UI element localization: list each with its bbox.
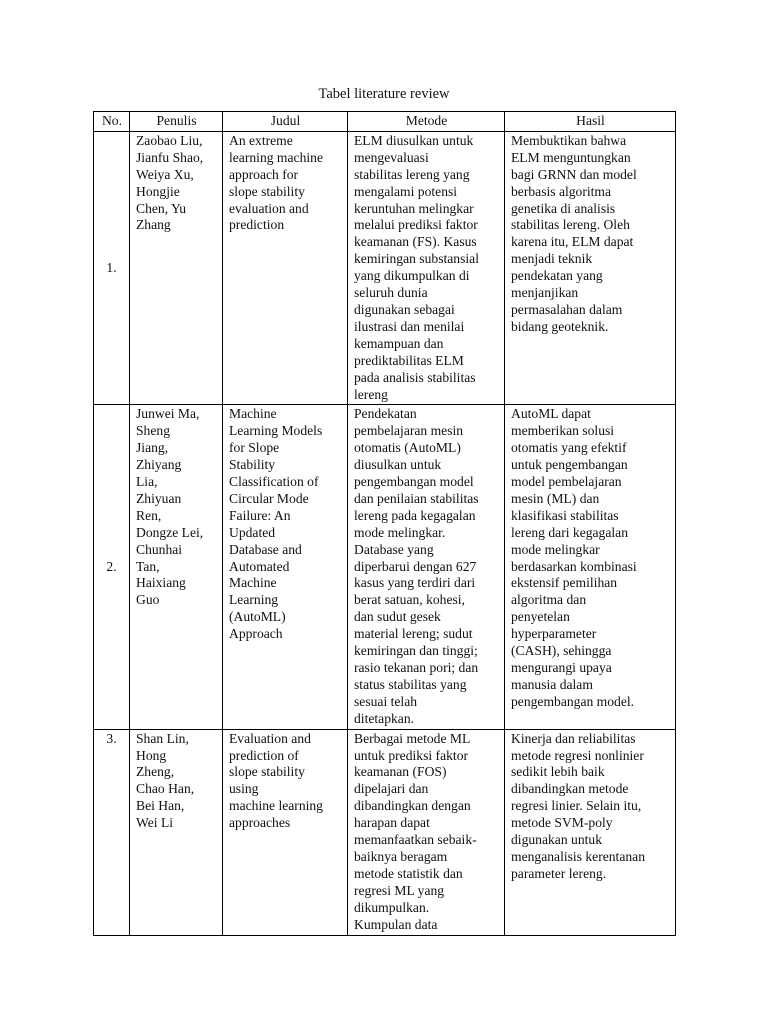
cell-penulis: Junwei Ma, Sheng Jiang, Zhiyang Lia, Zhiyuan Ren, Dongze Lei, Chunhai Tan, Haixiang Guo [130, 405, 223, 729]
header-no: No. [94, 112, 130, 132]
row-number: 3. [94, 729, 130, 935]
header-metode: Metode [348, 112, 505, 132]
table-row [94, 131, 676, 405]
cell-hasil: AutoML dapat memberikan solusi otomatis yang efektif untuk pengembangan model pembelajaran mesin (ML) dan klasifikasi stabilitas lereng dari kegagalan mode melingkar berdasarkan kombinasi ekstensif pemilihan algoritma dan penyetelan hyperparameter (CASH), sehingga mengurangi upaya manusia dalam pengembangan model. [505, 405, 676, 729]
cell-penulis: Shan Lin, Hong Zheng, Chao Han, Bei Han, Wei Li [130, 729, 223, 935]
cell-judul: Evaluation and prediction of slope stability using machine learning approaches [223, 729, 348, 935]
literature-table [93, 111, 676, 936]
cell-metode: ELM diusulkan untuk mengevaluasi stabilitas lereng yang mengalami potensi keruntuhan melingkar melalui prediksi faktor keamanan (FS). Kasus kemiringan substansial yang dikumpulkan di seluruh dunia digunakan sebagai ilustrasi dan menilai kemampuan dan prediktabilitas ELM pada analisis stabilitas lereng [348, 131, 505, 405]
header-judul: Judul [223, 112, 348, 132]
cell-judul: Machine Learning Models for Slope Stability Classification of Circular Mode Failure: An Updated Database and Automated Machine Learning (AutoML) Approach [223, 405, 348, 729]
cell-metode: Pendekatan pembelajaran mesin otomatis (AutoML) diusulkan untuk pengembangan model dan penilaian stabilitas lereng pada kegagalan mode melingkar. Database yang diperbarui dengan 627 kasus yang terdiri dari berat satuan, kohesi, dan sudut gesek material lereng; sudut kemiringan dan tinggi; rasio tekanan pori; dan status stabilitas yang sesuai telah ditetapkan. [348, 405, 505, 729]
cell-judul: An extreme learning machine approach for slope stability evaluation and prediction [223, 131, 348, 405]
cell-metode: Berbagai metode ML untuk prediksi faktor keamanan (FOS) dipelajari dan dibandingkan dengan harapan dapat memanfaatkan sebaik- baiknya beragam metode statistik dan regresi ML yang dikumpulkan. Kumpulan data [348, 729, 505, 935]
cell-hasil: Kinerja dan reliabilitas metode regresi nonlinier sedikit lebih baik dibandingkan metode regresi linier. Selain itu, metode SVM-poly digunakan untuk menganalisis kerentanan parameter lereng. [505, 729, 676, 935]
cell-penulis: Zaobao Liu, Jianfu Shao, Weiya Xu, Hongjie Chen, Yu Zhang [130, 131, 223, 405]
table-row [94, 729, 676, 935]
header-hasil: Hasil [505, 112, 676, 132]
header-row [94, 112, 676, 132]
row-number: 1. [94, 131, 130, 405]
header-penulis: Penulis [130, 112, 223, 132]
table-title: Tabel literature review [318, 86, 450, 102]
cell-hasil: Membuktikan bahwa ELM menguntungkan bagi GRNN dan model berbasis algoritma genetika di analisis stabilitas lereng. Oleh karena itu, ELM dapat menjadi teknik pendekatan yang menjanjikan permasalahan dalam bidang geoteknik. [505, 131, 676, 405]
row-number: 2. [94, 405, 130, 729]
table-row [94, 405, 676, 729]
